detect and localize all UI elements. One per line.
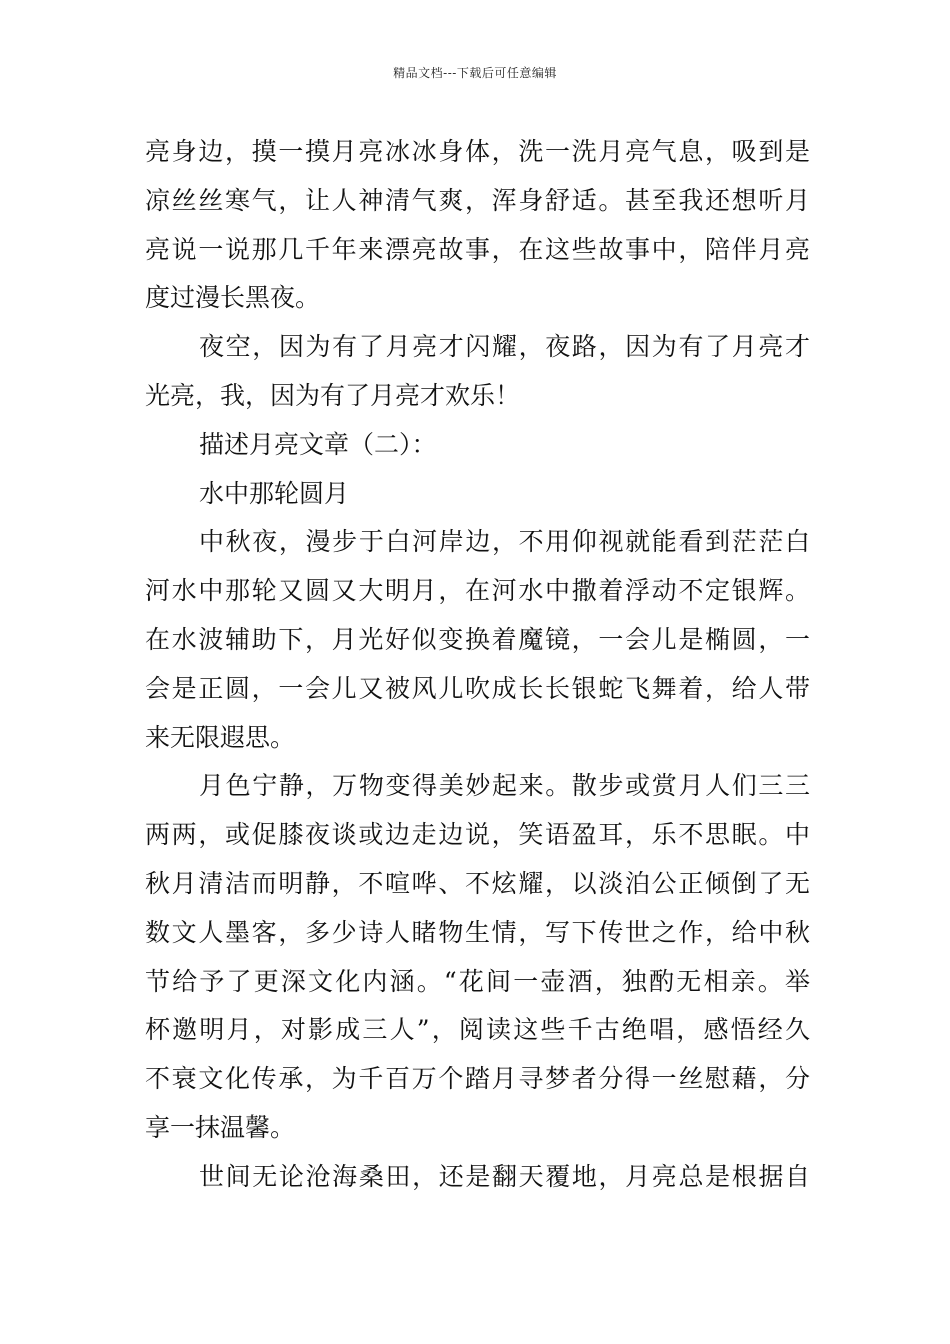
- text-line: 亮说一说那几千年来漂亮故事，在这些故事中，陪伴月亮: [145, 234, 810, 264]
- text-line: 不衰文化传承，为千百万个踏月寻梦者分得一丝慰藉，分: [145, 1064, 810, 1094]
- text-line: 在水波辅助下，月光好似变换着魔镜，一会儿是椭圆，一: [145, 624, 810, 654]
- text-line: 月色宁静，万物变得美妙起来。散步或赏月人们三三: [199, 771, 810, 801]
- text-line: 描述月亮文章（二）：: [199, 429, 437, 459]
- document-body: [145, 128, 810, 1202]
- text-line: 会是正圆，一会儿又被风儿吹成长长银蛇飞舞着，给人带: [145, 673, 810, 703]
- text-line: 秋月清洁而明静，不喧哗、不炫耀，以淡泊公正倾倒了无: [145, 868, 810, 898]
- text-line: 数文人墨客，多少诗人睹物生情，写下传世之作，给中秋: [145, 917, 810, 947]
- text-line: 享一抹温馨。: [145, 1112, 296, 1142]
- text-line: 河水中那轮又圆又大明月，在河水中撒着浮动不定银辉。: [145, 576, 810, 606]
- text-line: 世间无论沧海桑田，还是翻天覆地，月亮总是根据自: [199, 1161, 810, 1191]
- text-line: 光亮，我，因为有了月亮才欢乐！: [145, 380, 521, 410]
- text-line: 水中那轮圆月: [199, 478, 350, 508]
- text-line: 亮身边，摸一摸月亮冰冰身体，洗一洗月亮气息，吸到是: [145, 137, 810, 166]
- text-line: 中秋夜，漫步于白河岸边，不用仰视就能看到茫茫白: [199, 527, 810, 557]
- text-line: 度过漫长黑夜。: [145, 283, 321, 313]
- text-line: 夜空，因为有了月亮才闪耀，夜路，因为有了月亮才: [199, 332, 810, 362]
- text-line: 杯邀明月，对影成三人”，阅读这些千古绝唱，感悟经久: [145, 1015, 810, 1045]
- text-line: 节给予了更深文化内涵。“花间一壶酒，独酌无相亲。举: [145, 966, 810, 996]
- text-line: 两两，或促膝夜谈或边走边说，笑语盈耳，乐不思眠。中: [145, 820, 810, 850]
- page-header: 精品文档---下载后可任意编辑: [393, 66, 557, 80]
- text-line: 凉丝丝寒气，让人神清气爽，浑身舒适。甚至我还想听月: [145, 185, 810, 215]
- text-line: 来无限遐思。: [145, 722, 296, 752]
